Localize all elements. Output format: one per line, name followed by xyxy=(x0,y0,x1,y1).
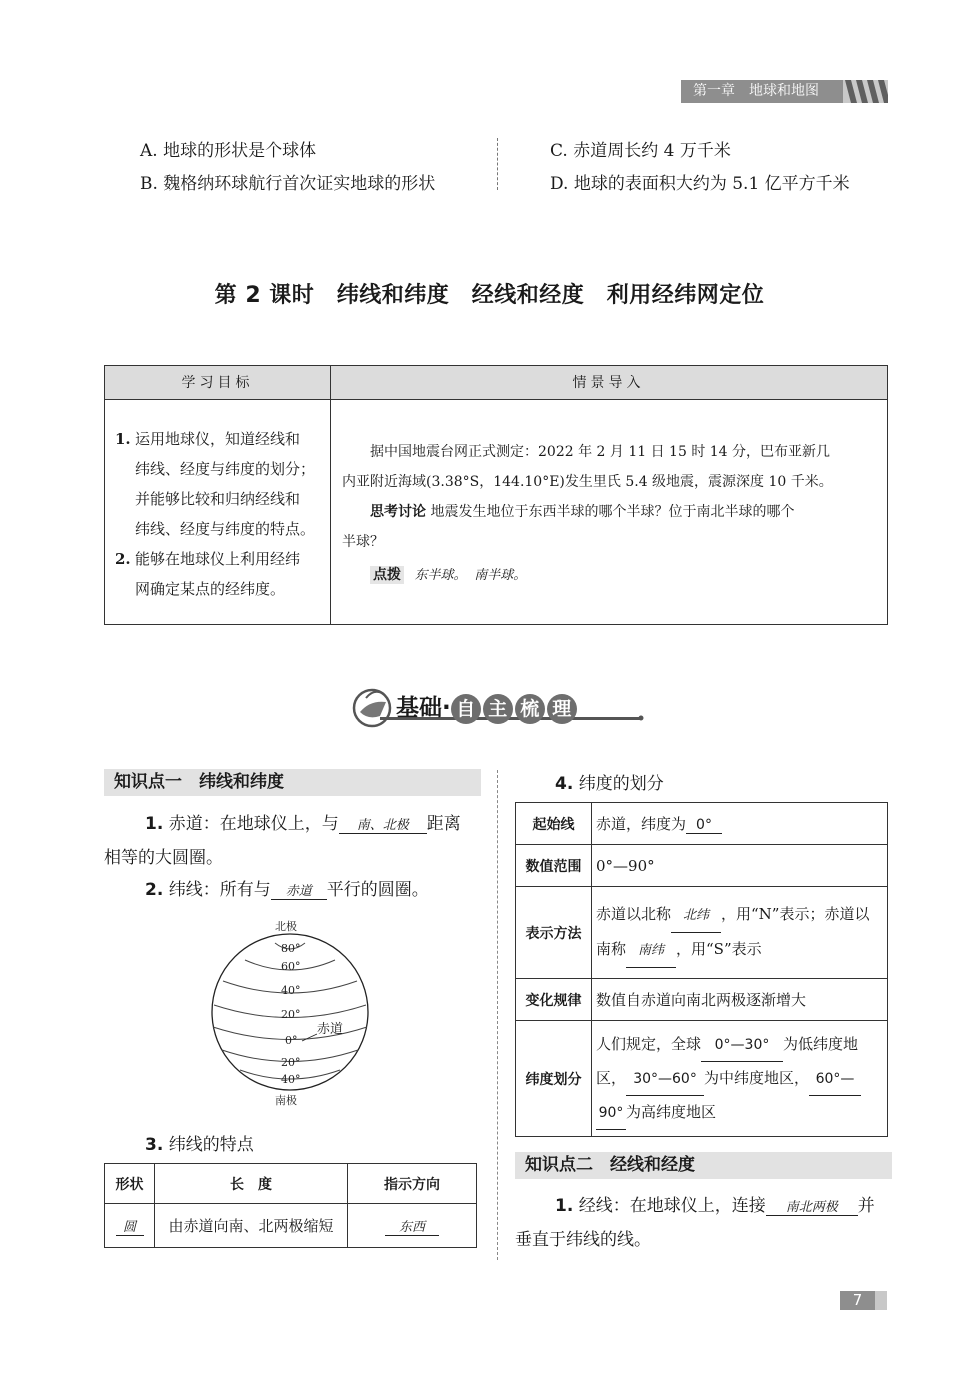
high-latitude-answer-end: 90° xyxy=(596,1097,626,1130)
row-zones-header: 纬度划分 xyxy=(516,1021,592,1137)
discussion-question: 思考讨论 地震发生地位于东西半球的哪个半球？位于南北半球的哪个 xyxy=(370,504,795,520)
row-pattern-header: 变化规律 xyxy=(516,979,592,1021)
row-range-content: 0°—90° xyxy=(592,845,888,887)
discussion-label: 思考讨论 xyxy=(370,504,426,520)
col-shape-header: 形状 xyxy=(105,1164,155,1204)
page-number-tail xyxy=(875,1291,887,1310)
row-start-line-header: 起始线 xyxy=(516,803,592,845)
row-start-line-content: 赤道，纬度为 0° xyxy=(592,803,888,845)
parallel-definition: 2. 纬线：所有与 赤道 平行的圆圈。 xyxy=(145,880,429,900)
hint-label: 点拨 xyxy=(370,566,404,584)
parallel-features-title: 3. 纬线的特点 xyxy=(145,1135,254,1155)
hint-answer: 东半球。 南半球。 xyxy=(414,568,527,583)
meridian-answer: 南北两极 xyxy=(766,1196,858,1216)
intro-table: 学习目标 情景导入 1. 运用地球仪，知道经线和 纬线、经度与纬度的划分； 并能够比较和归纳经线和 纬线、经度与纬度的特点。 2. 能够在地球仪上利用经纬 网确定某点的经纬度。 据中国地震台网正式测定：2022 年 2 月 11 日 15 时 14 分，巴布亚新几 内亚附近海域(3.38°S，144.10°E)发生里氏 5.4 级地震，震源深度 10 千米。 思考讨论 地震发生地位于东西半球的哪个半球？位于南北半球的哪个 半球？ 点拨 东半球。 南半球。 xyxy=(104,365,888,625)
lat-label-0: 0° xyxy=(285,1034,298,1047)
hint xyxy=(370,564,526,584)
equator-label: 赤道 xyxy=(317,1022,344,1037)
option-c: C. 赤道周长约 4 万千米 xyxy=(550,141,731,161)
scene-intro-heading: 情景导入 xyxy=(330,366,887,400)
column-divider xyxy=(497,770,498,1260)
row-range-header: 数值范围 xyxy=(516,845,592,887)
col-direction-header: 指示方向 xyxy=(348,1164,477,1204)
row-zones-content: 人们规定，全球 0°—30° 为低纬度地 区， 30°—60° 为中纬度地区， 60°— 90° 为高纬度地区 xyxy=(592,1021,888,1137)
low-latitude-answer: 0°—30° xyxy=(701,1029,783,1062)
latitude-globe-diagram xyxy=(205,915,380,1110)
discussion-question-line-2: 半球？ xyxy=(342,534,384,550)
page-number: 7 xyxy=(840,1291,875,1310)
equator-answer: 南、北极 xyxy=(339,814,427,834)
shape-answer: 圆 xyxy=(116,1216,144,1236)
north-latitude-answer: 北纬 xyxy=(671,899,721,933)
meridian-definition: 1. 经线：在地球仪上，连接 南北两极 并 xyxy=(555,1196,875,1216)
option-b: B. 魏格纳环球航行首次证实地球的形状 xyxy=(140,174,436,194)
parallel-answer: 赤道 xyxy=(271,880,327,900)
knowledge-point-2-heading: 知识点二 经线和经度 xyxy=(515,1152,892,1179)
lesson-title: 第 2 课时 纬线和纬度 经线和经度 利用经纬网定位 xyxy=(214,283,765,308)
south-pole-label: 南极 xyxy=(275,1094,297,1107)
lat-label-80: 80° xyxy=(281,942,301,955)
high-latitude-answer-start: 60°— xyxy=(809,1063,861,1096)
row-notation-content: 赤道以北称 北纬 ，用“N”表示；赤道以 南称 南纬 ，用“S”表示 xyxy=(592,887,888,979)
section-banner-title: 基础· 自 主 梳 理 xyxy=(396,689,579,724)
latitude-division-table xyxy=(515,802,888,1137)
options-divider xyxy=(497,138,498,190)
direction-answer: 东西 xyxy=(385,1216,439,1236)
equator-definition-line-2: 相等的大圆圈。 xyxy=(104,848,223,868)
length-cell: 由赤道向南、北两极缩短 xyxy=(155,1204,348,1248)
start-line-answer: 0° xyxy=(686,817,722,834)
intro-divider xyxy=(330,366,331,624)
meridian-definition-line-2: 垂直于纬线的线。 xyxy=(515,1230,651,1250)
south-latitude-answer: 南纬 xyxy=(626,934,676,968)
lat-label-60: 60° xyxy=(281,960,301,973)
parallel-features-table xyxy=(104,1163,477,1248)
row-pattern-content: 数值自赤道向南北两极逐渐增大 xyxy=(592,979,888,1021)
scene-text-line-2: 内亚附近海域(3.38°S，144.10°E)发生里氏 5.4 级地震，震源深度 10 千米。 xyxy=(342,474,833,490)
col-length-header: 长 度 xyxy=(155,1164,348,1204)
chapter-header: 第一章 地球和地图 xyxy=(681,80,843,103)
lat-label-40s: 40° xyxy=(281,1073,301,1086)
mid-latitude-answer: 30°—60° xyxy=(626,1063,704,1096)
lat-label-20n: 20° xyxy=(281,1008,301,1021)
learning-goals-heading: 学习目标 xyxy=(105,366,330,400)
option-d: D. 地球的表面积大约为 5.1 亿平方千米 xyxy=(550,174,850,194)
equator-definition: 1. 赤道：在地球仪上，与 南、北极 距离 xyxy=(145,814,461,834)
knowledge-point-1-heading: 知识点一 纬线和纬度 xyxy=(104,769,481,796)
lat-label-20s: 20° xyxy=(281,1056,301,1069)
scene-text-line-1: 据中国地震台网正式测定：2022 年 2 月 11 日 15 时 14 分，巴布亚新几 xyxy=(370,444,831,460)
header-stripes-decoration xyxy=(843,80,888,103)
option-a: A. 地球的形状是个球体 xyxy=(140,141,317,161)
north-pole-label: 北极 xyxy=(275,920,297,933)
latitude-division-title: 4. 纬度的划分 xyxy=(555,774,664,794)
row-notation-header: 表示方法 xyxy=(516,887,592,979)
lat-label-40n: 40° xyxy=(281,984,301,997)
